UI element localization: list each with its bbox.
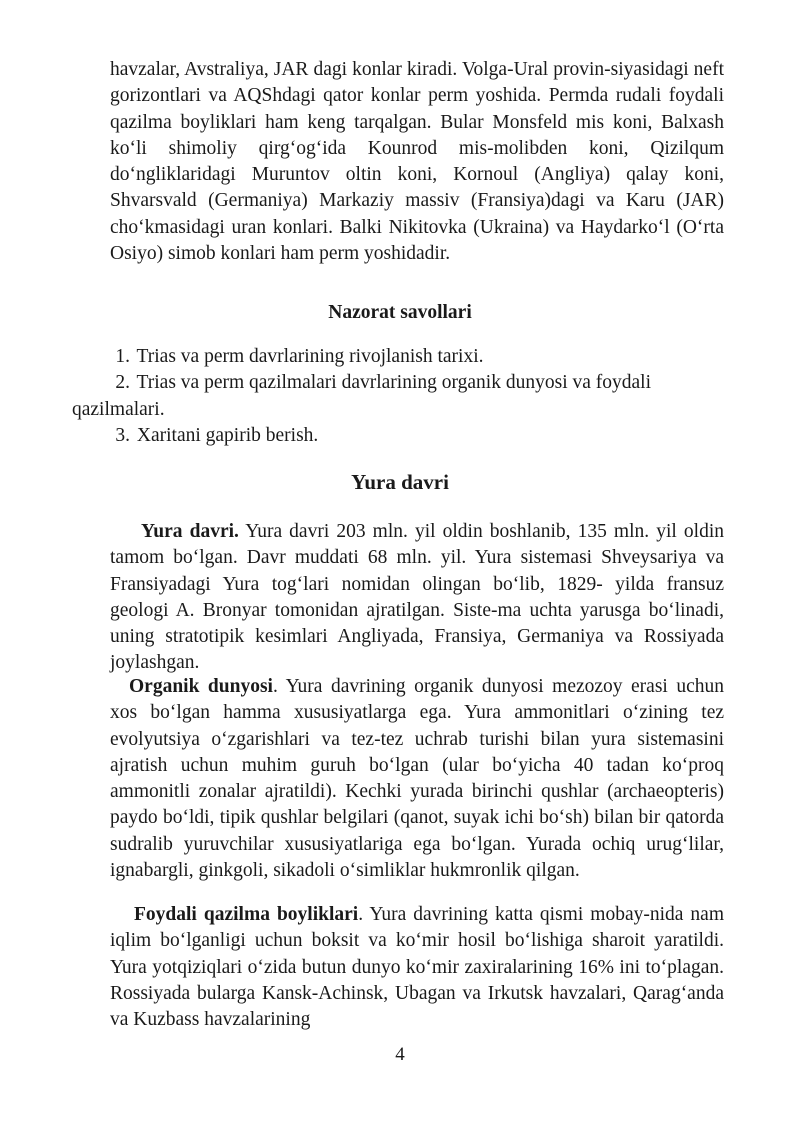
paragraph-lead: Foydali qazilma boyliklari [134, 904, 359, 925]
question-number: 1. [115, 346, 130, 367]
question-item [72, 344, 724, 370]
paragraph-body: . Yura davrining katta qismi mobay-nida nam iqlim bo‘lganligi uchun boksit va ko‘mir hosil bo‘lishiga sharoit yaratildi. Yura yotqiziqlari o‘zida butun dunyo ko‘mir zaxiralarining 16% ini to‘plagan. Rossiyada bularga Kansk-Achinsk, Ubagan va Irkutsk havzalari, Qarag‘anda va Kuzbass havzalarining [110, 904, 725, 1031]
section-heading: Yura davri [351, 470, 449, 494]
page-number: 4 [395, 1044, 405, 1065]
paragraph-body: Yura davri 203 mln. yil oldin boshlanib, 135 mln. yil oldin tamom bo‘lgan. Davr muddati 68 mln. yil. Yura sistemasi Shveysariya va Fransiyadagi Yura tog‘lari nomidan olingan bo‘lib, 1829- yilda fransuz geologi A. Bronyar tomonidan ajratilgan. Siste-ma uchta yarusga bo‘linadi, uning stratotipik kesimlari Angliyada, Fransiya, Germaniya va Rossiyada joylashgan. [110, 521, 724, 674]
question-item [72, 370, 724, 423]
paragraph-organik-dunyosi [110, 674, 724, 884]
questions-heading: Nazorat savollari [328, 302, 472, 323]
top-paragraph: havzalar, Avstraliya, JAR dagi konlar kiradi. Volga-Ural provin-siyasidagi neft gorizontlari va AQShdagi qator konlar perm yoshida. Permda rudali foydali qazilma boyliklari ham keng tarqalgan. Bular Monsfeld mis koni, Balxash ko‘li shimoliy qirg‘og‘ida Kounrod mis-molibden koni, Qizilqum do‘ngliklaridagi Muruntov oltin koni, Kornoul (Angliya) qalay koni, Shvarsvald (Germaniya) Markaziy massiv (Fransiya)dagi va Karu (JAR) cho‘kmasidagi uran konlari. Balki Nikitovka (Ukraina) va Haydarko‘l (O‘rta Osiyo) simob konlari ham perm yoshidadir. [110, 59, 724, 265]
question-item [72, 423, 724, 449]
question-text: Trias va perm qazilmalari davrlarining organik dunyosi va foydali qazilmalari. [72, 372, 651, 420]
question-text: Xaritani gapirib berish. [136, 424, 319, 446]
paragraph-body: . Yura davrining organik dunyosi mezozoy erasi uchun xos bo‘lgan hamma xususiyatlarga ega. Yura ammonitlari o‘zining tez evolyutsiya o‘zgarishlari va tez-tez uchrab turishi bilan yura sistemasini ajratish uchun muhim guruh bo‘lgan (ular bo‘yicha 40 tadan ko‘proq ammonitli zonalar ajratildi). Kechki yurada birinchi qushlar (archaeopteris) paydo bo‘ldi, tipik qushlar belgilari (qanot, suyak ichi bo‘sh) bilan bir qatorda sudralib yuruvchilar xususiyatlariga ega bo‘lgan. Yurada ochiq urug‘lilar, ignabargli, ginkgoli, sikadoli o‘simliklar hukmronlik qilgan. [110, 676, 724, 882]
question-text: Trias va perm davrlarining rivojlanish tarixi. [136, 346, 484, 367]
paragraph-yura-davri [110, 519, 724, 677]
question-number: 2. [115, 372, 130, 394]
questions-list [72, 344, 724, 449]
paragraph-foydali-qazilma [110, 902, 724, 1033]
paragraph-lead: Organik dunyosi [129, 676, 273, 697]
question-number: 3. [115, 424, 130, 446]
paragraph-lead: Yura davri. [141, 521, 239, 542]
